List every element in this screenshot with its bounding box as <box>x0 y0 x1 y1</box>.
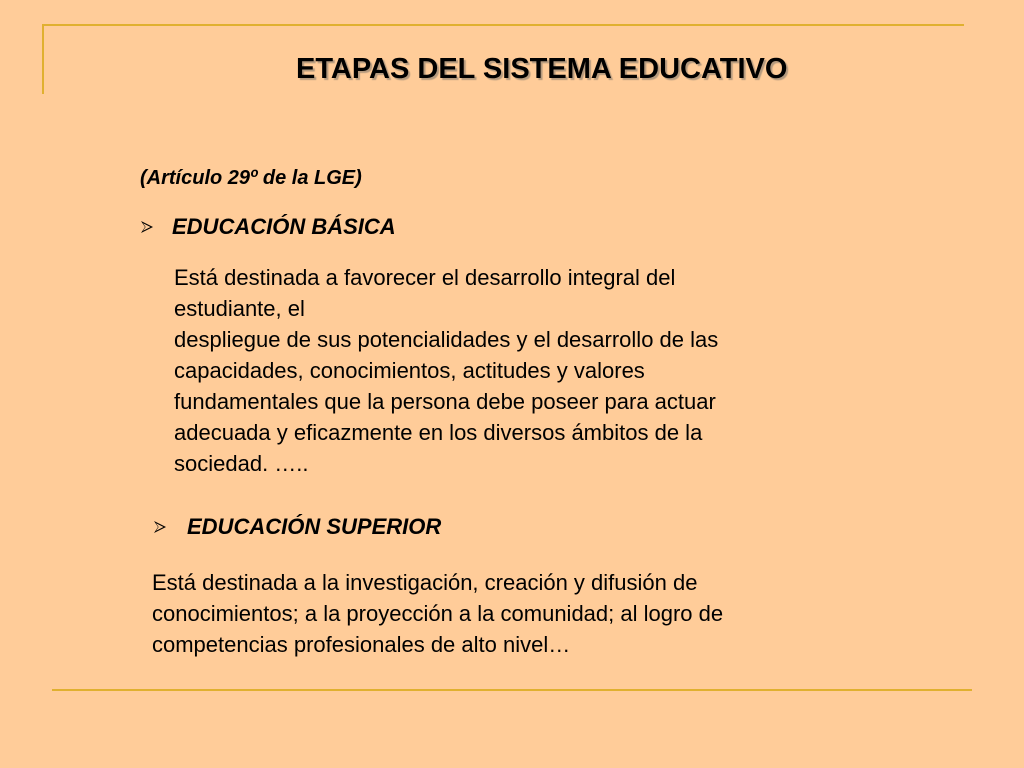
body-line: estudiante, el <box>174 296 305 321</box>
body-line: competencias profesionales de alto nivel… <box>152 632 571 657</box>
section-heading-label: EDUCACIÓN SUPERIOR <box>187 514 442 539</box>
frame-line-left <box>42 24 44 94</box>
frame-line-bottom <box>52 689 972 691</box>
section-heading-label: EDUCACIÓN BÁSICA <box>172 214 396 239</box>
slide-subtitle: (Artículo 29º de la LGE) <box>140 167 362 189</box>
section-heading-educacion-superior <box>153 514 441 540</box>
arrow-bullet-icon <box>153 520 167 534</box>
body-line: capacidades, conocimientos, actitudes y valores <box>174 358 645 383</box>
body-line: sociedad. ….. <box>174 451 309 476</box>
section-body-educacion-superior <box>152 567 852 660</box>
body-line: Está destinada a la investigación, creación y difusión de <box>152 570 698 595</box>
arrow-bullet-icon <box>140 220 154 234</box>
slide-title: ETAPAS DEL SISTEMA EDUCATIVO <box>296 53 788 85</box>
body-line: Está destinada a favorecer el desarrollo integral del <box>174 265 676 290</box>
body-line: adecuada y eficazmente en los diversos ámbitos de la <box>174 420 703 445</box>
body-line: fundamentales que la persona debe poseer para actuar <box>174 389 716 414</box>
body-line: despliegue de sus potencialidades y el desarrollo de las <box>174 327 719 352</box>
section-body-educacion-basica <box>174 262 834 479</box>
frame-line-top <box>42 24 964 26</box>
body-line: conocimientos; a la proyección a la comunidad; al logro de <box>152 601 724 626</box>
section-heading-educacion-basica <box>140 214 396 240</box>
